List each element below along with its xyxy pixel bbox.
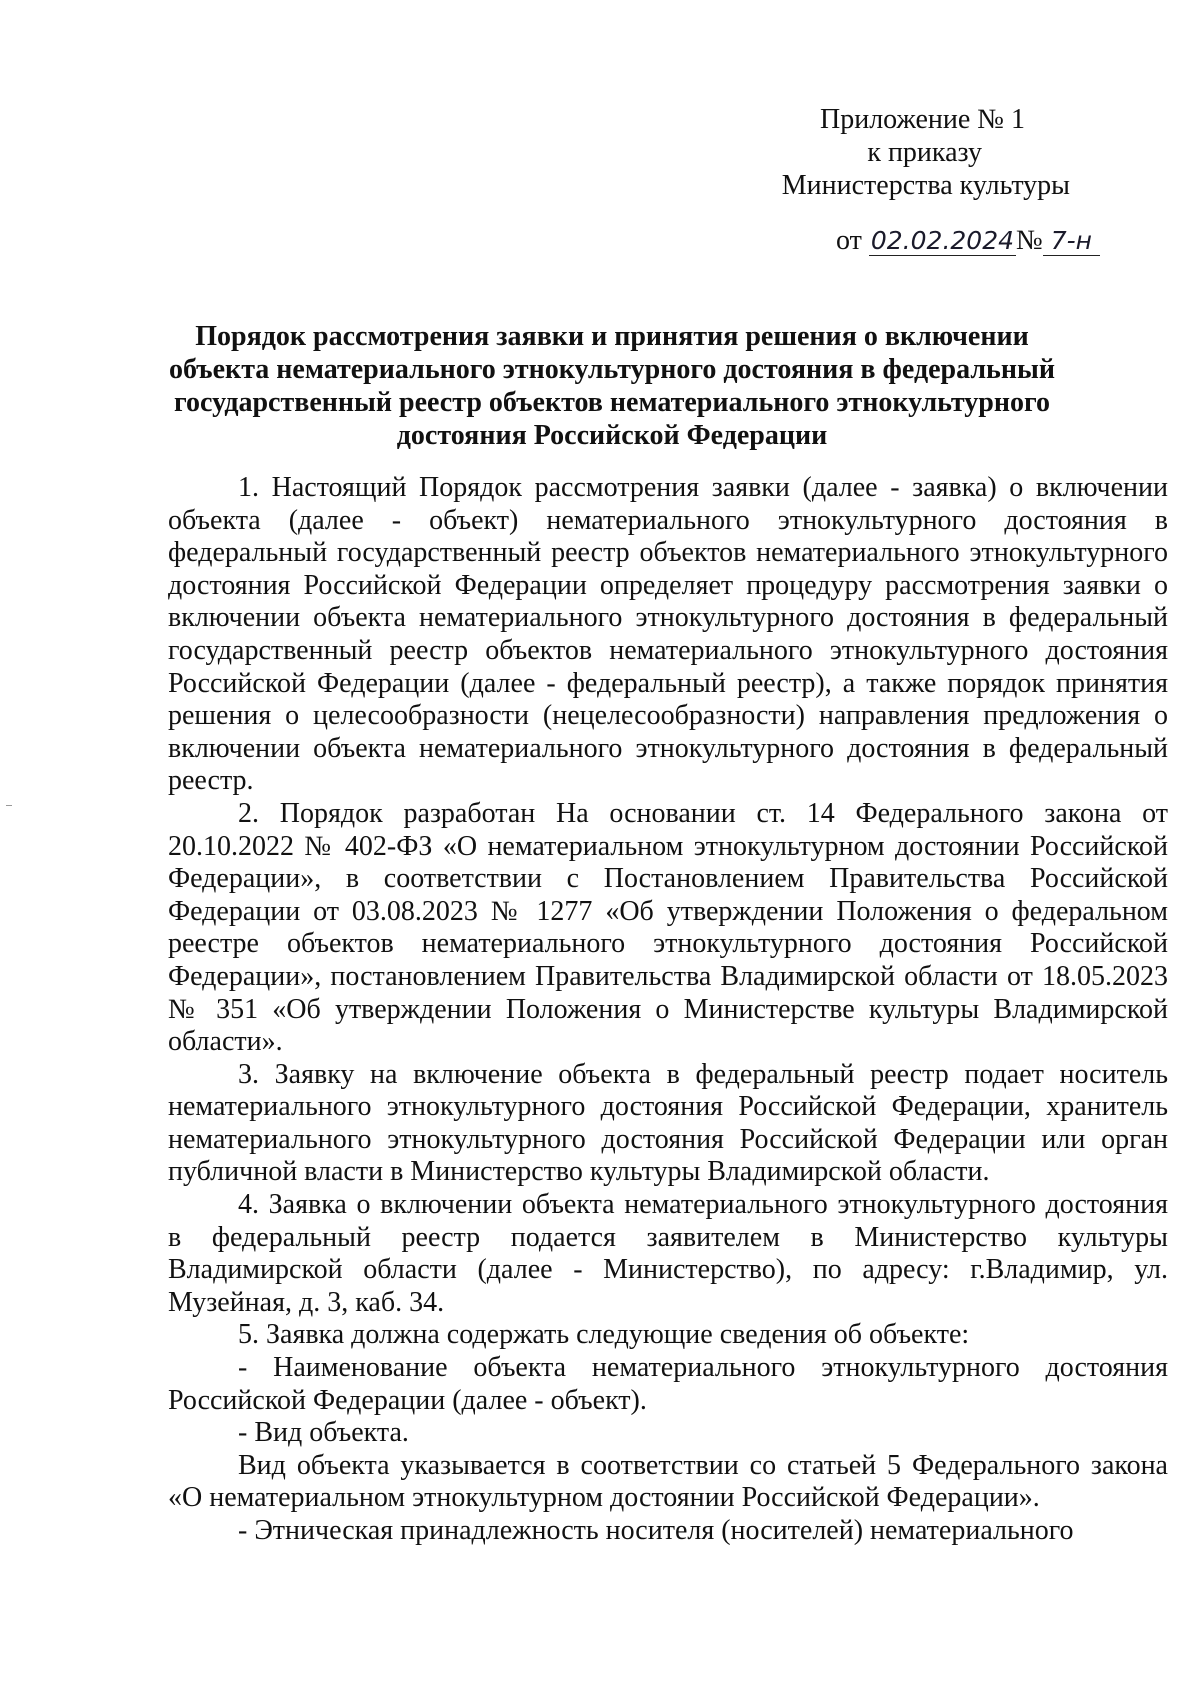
- paragraph-4: 4. Заявка о включении объекта нематериального этнокультурного достояния в федеральный реестр подается заявителем в Министерство культуры Владимирской области (далее - Министерство), по адресу: г.Владимир, ул. Музейная, д. 3, каб. 34.: [168, 1189, 1168, 1318]
- paragraph-1: 1. Настоящий Порядок рассмотрения заявки (далее - заявка) о включении объекта (далее - объект) нематериального этнокультурного достояния в федеральный государственный реестр объектов нематериального этнокультурного достояния Российской Федерации определяет процедуру рассмотрения заявки о включении объекта нематериального этнокультурного достояния в федеральный государственный реестр объектов нематериального этнокультурного достояния Российской Федерации (далее - федеральный реестр), а также порядок принятия решения о целесообразности (нецелесообразности) направления предложения о включении объекта нематериального этнокультурного достояния в федеральный реестр.: [168, 472, 1168, 797]
- paragraph-3: 3. Заявку на включение объекта в федеральный реестр подает носитель нематериального этнокультурного достояния Российской Федерации, хранитель нематериального этнокультурного достояния Российской Федерации или орган публичной власти в Министерство культуры Владимирской области.: [168, 1058, 1168, 1188]
- order-number-handwritten: 7-н: [1043, 226, 1100, 256]
- paragraph-2: 2. Порядок разработан На основании ст. 14 Федерального закона от 20.10.2022 № 402-ФЗ «О нематериальном этнокультурном достоянии Российской Федерации», в соответствии с Постановлением Правительства Российской Федерации от 03.08.2023 № 1277 «Об утверждении Положения о федеральном реестре объектов нематериального этнокультурного достояния Российской Федерации», постановлением Правительства Владимирской области от 18.05.2023 № 351 «Об утверждении Положения о Министерстве культуры Владимирской области».: [168, 797, 1168, 1058]
- order-reference: [836, 224, 1156, 258]
- paragraph-5: 5. Заявка должна содержать следующие сведения об объекте:: [238, 1319, 970, 1351]
- list-item-type: - Вид объекта.: [238, 1417, 409, 1449]
- document-title: Порядок рассмотрения заявки и принятия решения о включении объекта нематериального этнокультурного достояния в федеральный государственный реестр объектов нематериального этнокультурного достояния Российской Федерации: [169, 321, 1055, 451]
- order-number-label: №: [1016, 225, 1043, 256]
- order-date-handwritten: 02.02.2024: [870, 226, 1015, 255]
- appendix-to-order: к приказу: [867, 137, 982, 168]
- appendix-number: Приложение № 1: [820, 104, 1025, 135]
- paragraph-type-note: Вид объекта указывается в соответствии со статьей 5 Федерального закона «О нематериальном этнокультурном достоянии Российской Федерации».: [168, 1449, 1168, 1514]
- scan-margin-mark: [6, 805, 12, 806]
- list-item-name: - Наименование объекта нематериального этнокультурного достояния Российской Федерации (далее - объект).: [168, 1352, 1168, 1416]
- order-prefix: от: [836, 225, 862, 256]
- list-item-ethnicity: - Этническая принадлежность носителя (носителей) нематериального: [238, 1515, 1074, 1546]
- appendix-header: [670, 103, 1070, 202]
- appendix-ministry: Министерства культуры: [781, 170, 1070, 201]
- document-body: [168, 472, 1168, 1548]
